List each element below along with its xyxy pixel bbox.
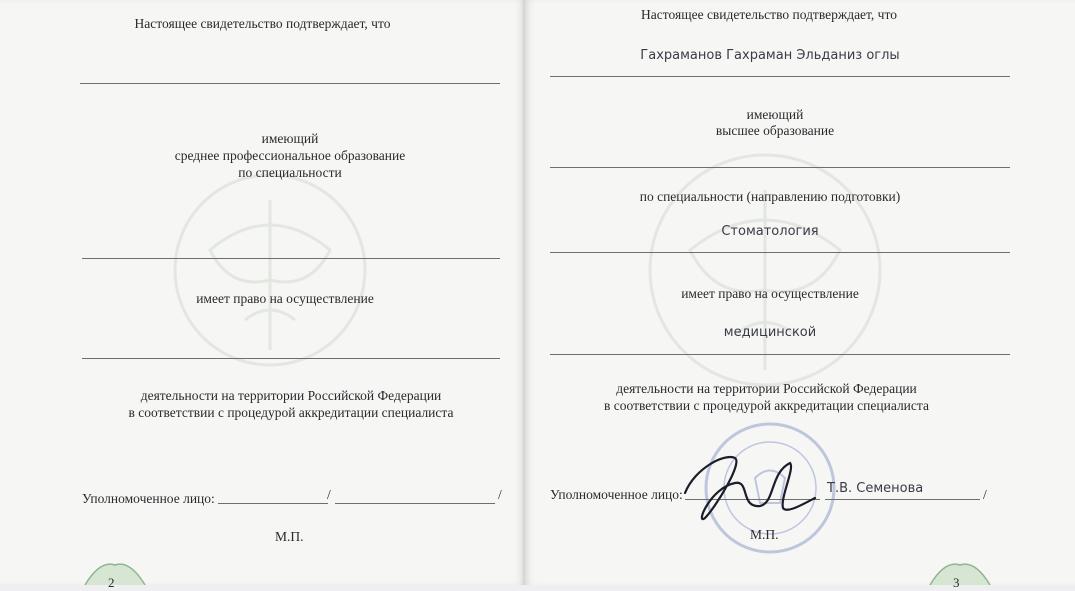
right-name-sign-line	[825, 499, 980, 500]
left-activity-line1: деятельности на территории Российской Федерации	[140, 388, 442, 403]
left-name-sign-line	[335, 503, 495, 504]
left-education-type: среднее профессиональное образование	[174, 148, 406, 163]
left-stamp-place: М.П.	[275, 529, 304, 544]
specialty-value: Стоматология	[721, 224, 819, 239]
activity-type: медицинской	[723, 325, 817, 340]
left-slash-1: /	[327, 487, 331, 502]
emblem-watermark-icon	[615, 140, 915, 400]
right-right-label: имеет право на осуществление	[681, 286, 859, 301]
right-education-line	[550, 167, 1010, 168]
left-having-label: имеющий	[261, 131, 319, 146]
left-name-line	[80, 83, 500, 84]
right-activity-line2: в соответствии с процедурой аккредитации специалиста	[604, 398, 929, 413]
left-slash-2: /	[498, 487, 502, 502]
right-authorized-label: Уполномоченное лицо:	[550, 487, 683, 502]
right-heading: Настоящее свидетельство подтверждает, что	[641, 7, 897, 22]
right-slash: /	[983, 487, 987, 502]
right-specialty-label: по специальности (направлению подготовки)	[639, 189, 901, 204]
right-specialty-line	[550, 252, 1010, 253]
corner-ornament-icon	[925, 560, 995, 585]
left-activity-line2: в соответствии с процедурой аккредитации специалиста	[128, 405, 454, 420]
left-activity-line	[82, 358, 500, 359]
left-specialty-label: по специальности	[238, 165, 342, 180]
right-having-label: имеющий	[746, 107, 804, 122]
corner-ornament-icon	[80, 560, 150, 585]
right-activity-line	[550, 354, 1010, 355]
left-authorized-label: Уполномоченное лицо:	[82, 491, 215, 506]
right-education-type: высшее образование	[715, 123, 835, 138]
left-page-number: 2	[108, 575, 115, 590]
emblem-watermark-icon	[150, 160, 390, 380]
right-stamp-place: М.П.	[750, 527, 779, 542]
holder-name: Гахраманов Гахраман Эльданиз оглы	[640, 48, 900, 63]
right-activity-line1: деятельности на территории Российской Федерации	[616, 381, 917, 396]
left-right-label: имеет право на осуществление	[196, 291, 374, 306]
left-heading: Настоящее свидетельство подтверждает, что	[134, 16, 391, 31]
official-name: Т.В. Семенова	[827, 481, 924, 496]
left-page	[0, 0, 525, 590]
right-name-line	[550, 76, 1010, 77]
left-signature-line	[218, 503, 328, 504]
right-page-number: 3	[953, 575, 960, 590]
left-specialty-line	[82, 258, 500, 259]
signature-icon	[665, 448, 825, 528]
right-page	[525, 0, 1075, 590]
